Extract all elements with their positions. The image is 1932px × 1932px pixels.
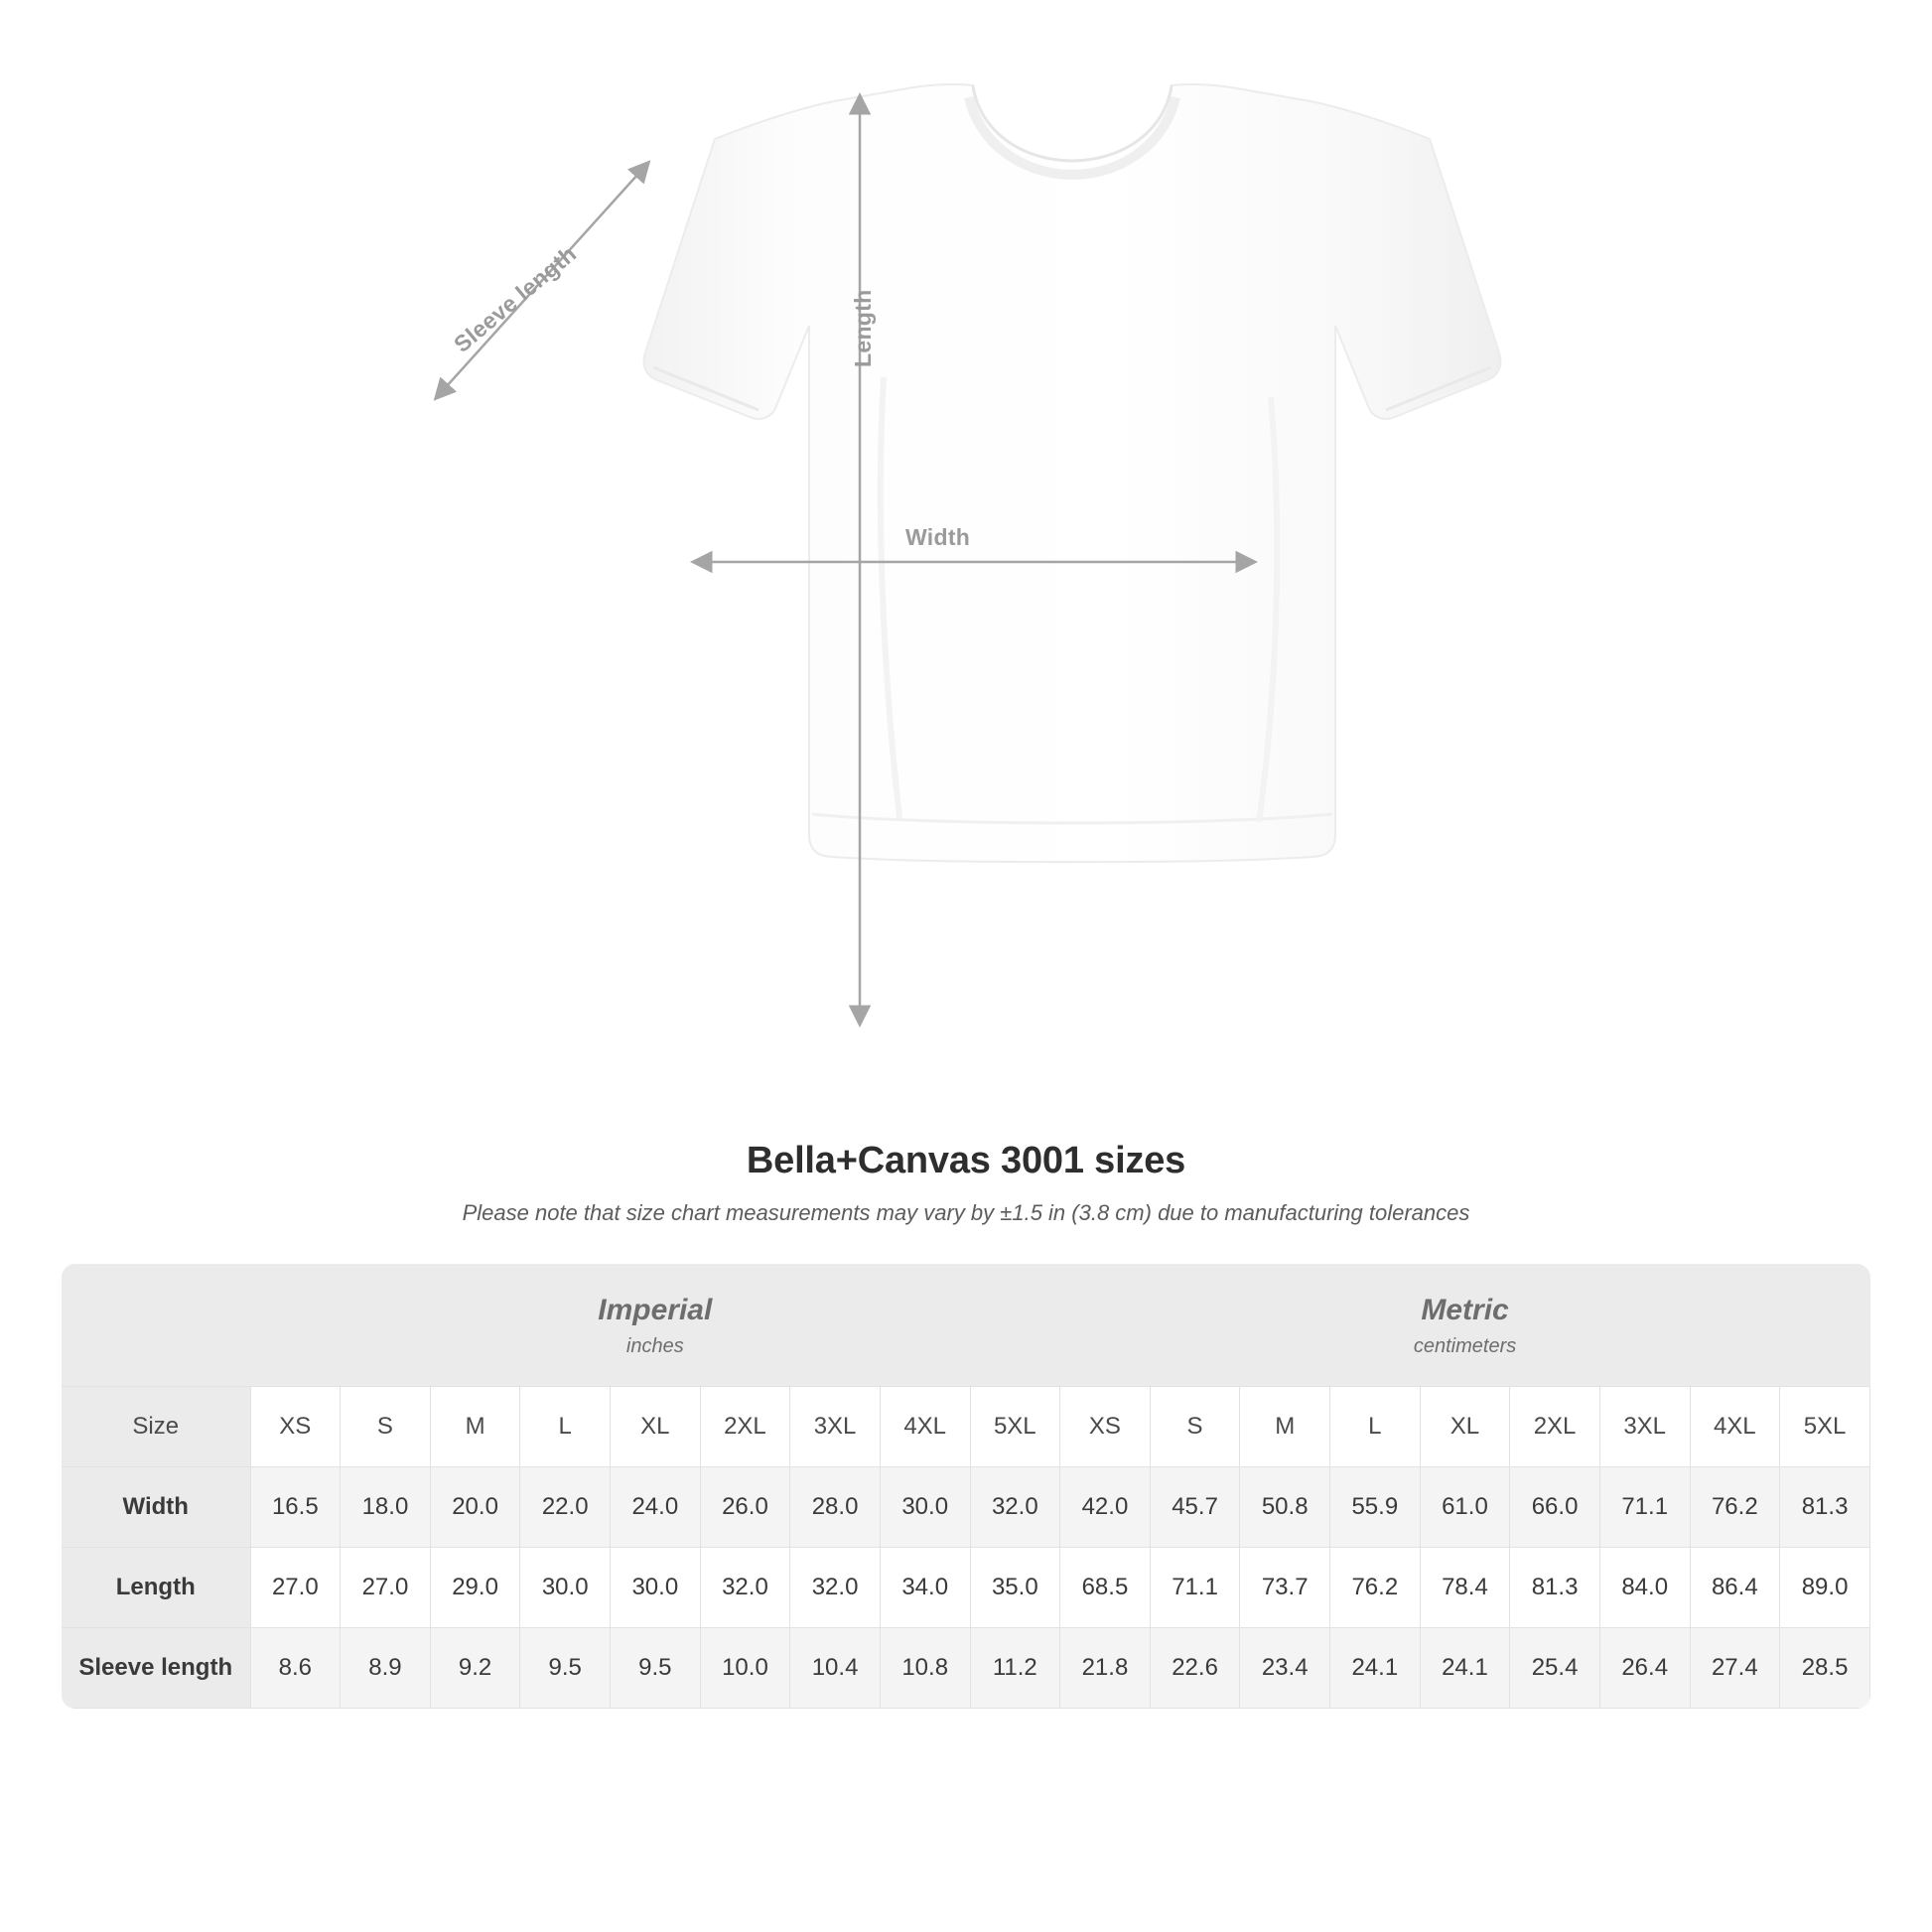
- unit-name-metric: Metric: [1421, 1294, 1509, 1326]
- column-header-imperial-3xl: 3XL: [790, 1387, 881, 1467]
- cell-length-metric-4xl: 86.4: [1690, 1548, 1780, 1628]
- page-title: Bella+Canvas 3001 sizes: [746, 1140, 1186, 1181]
- unit-name-imperial: Imperial: [598, 1294, 713, 1326]
- cell-width-imperial-2xl: 26.0: [700, 1467, 790, 1548]
- cell-sleeve-metric-s: 22.6: [1150, 1628, 1240, 1709]
- cell-sleeve-imperial-2xl: 10.0: [700, 1628, 790, 1709]
- cell-length-imperial-s: 27.0: [341, 1548, 431, 1628]
- cell-length-imperial-2xl: 32.0: [700, 1548, 790, 1628]
- cell-length-metric-2xl: 81.3: [1510, 1548, 1600, 1628]
- cell-sleeve-metric-m: 23.4: [1240, 1628, 1330, 1709]
- cell-sleeve-imperial-m: 9.2: [430, 1628, 520, 1709]
- cell-width-metric-s: 45.7: [1150, 1467, 1240, 1548]
- cell-width-metric-4xl: 76.2: [1690, 1467, 1780, 1548]
- cell-width-metric-m: 50.8: [1240, 1467, 1330, 1548]
- cell-width-imperial-l: 22.0: [520, 1467, 611, 1548]
- cell-width-metric-l: 55.9: [1330, 1467, 1421, 1548]
- table-row: [62, 1467, 1870, 1548]
- unit-header-spacer: [62, 1264, 250, 1387]
- cell-sleeve-metric-4xl: 27.4: [1690, 1628, 1780, 1709]
- table-row: [62, 1548, 1870, 1628]
- cell-length-imperial-xs: 27.0: [250, 1548, 341, 1628]
- cell-length-imperial-3xl: 32.0: [790, 1548, 881, 1628]
- cell-length-metric-xs: 68.5: [1060, 1548, 1151, 1628]
- cell-width-metric-5xl: 81.3: [1780, 1467, 1870, 1548]
- cell-sleeve-imperial-4xl: 10.8: [880, 1628, 970, 1709]
- column-header-metric-4xl: 4XL: [1690, 1387, 1780, 1467]
- cell-width-metric-2xl: 66.0: [1510, 1467, 1600, 1548]
- column-header-imperial-xs: XS: [250, 1387, 341, 1467]
- unit-header-metric: [1060, 1264, 1870, 1387]
- column-header-imperial-l: L: [520, 1387, 611, 1467]
- size-chart-table-wrapper: [62, 1264, 1870, 1709]
- column-header-imperial-s: S: [341, 1387, 431, 1467]
- cell-sleeve-imperial-l: 9.5: [520, 1628, 611, 1709]
- column-header-imperial-4xl: 4XL: [880, 1387, 970, 1467]
- column-header-metric-m: M: [1240, 1387, 1330, 1467]
- column-header-imperial-xl: XL: [611, 1387, 701, 1467]
- cell-length-metric-3xl: 84.0: [1599, 1548, 1690, 1628]
- column-header-size: Size: [62, 1387, 250, 1467]
- cell-sleeve-metric-3xl: 26.4: [1599, 1628, 1690, 1709]
- cell-length-metric-s: 71.1: [1150, 1548, 1240, 1628]
- cell-width-imperial-4xl: 30.0: [880, 1467, 970, 1548]
- cell-sleeve-metric-xs: 21.8: [1060, 1628, 1151, 1709]
- cell-sleeve-imperial-xs: 8.6: [250, 1628, 341, 1709]
- cell-sleeve-metric-5xl: 28.5: [1780, 1628, 1870, 1709]
- unit-header-row: [62, 1264, 1870, 1387]
- table-row: [62, 1628, 1870, 1709]
- row-label-width: Width: [62, 1467, 250, 1548]
- cell-width-imperial-5xl: 32.0: [970, 1467, 1060, 1548]
- unit-sub-metric: centimeters: [1413, 1335, 1517, 1357]
- cell-width-imperial-3xl: 28.0: [790, 1467, 881, 1548]
- cell-sleeve-metric-2xl: 25.4: [1510, 1628, 1600, 1709]
- cell-width-metric-3xl: 71.1: [1599, 1467, 1690, 1548]
- row-label-length: Length: [62, 1548, 250, 1628]
- column-header-imperial-m: M: [430, 1387, 520, 1467]
- cell-sleeve-imperial-s: 8.9: [341, 1628, 431, 1709]
- cell-sleeve-imperial-5xl: 11.2: [970, 1628, 1060, 1709]
- column-header-metric-xs: XS: [1060, 1387, 1151, 1467]
- cell-sleeve-imperial-xl: 9.5: [611, 1628, 701, 1709]
- label-sleeve-length: Sleeve length: [449, 240, 582, 357]
- unit-sub-imperial: inches: [625, 1335, 684, 1357]
- cell-width-imperial-s: 18.0: [341, 1467, 431, 1548]
- column-header-metric-xl: XL: [1420, 1387, 1510, 1467]
- cell-length-metric-5xl: 89.0: [1780, 1548, 1870, 1628]
- cell-width-imperial-m: 20.0: [430, 1467, 520, 1548]
- unit-header-imperial: [250, 1264, 1060, 1387]
- column-header-metric-3xl: 3XL: [1599, 1387, 1690, 1467]
- cell-width-imperial-xl: 24.0: [611, 1467, 701, 1548]
- cell-length-imperial-4xl: 34.0: [880, 1548, 970, 1628]
- label-length: Length: [850, 289, 876, 367]
- column-header-imperial-5xl: 5XL: [970, 1387, 1060, 1467]
- cell-length-imperial-m: 29.0: [430, 1548, 520, 1628]
- cell-sleeve-imperial-3xl: 10.4: [790, 1628, 881, 1709]
- cell-width-metric-xs: 42.0: [1060, 1467, 1151, 1548]
- cell-length-metric-m: 73.7: [1240, 1548, 1330, 1628]
- column-header-imperial-2xl: 2XL: [700, 1387, 790, 1467]
- cell-width-imperial-xs: 16.5: [250, 1467, 341, 1548]
- column-header-metric-2xl: 2XL: [1510, 1387, 1600, 1467]
- size-header-row: [62, 1387, 1870, 1467]
- cell-length-metric-l: 76.2: [1330, 1548, 1421, 1628]
- tolerance-note: Please note that size chart measurements may vary by ±1.5 in (3.8 cm) due to manufacturing tolerances: [462, 1200, 1470, 1225]
- cell-length-imperial-5xl: 35.0: [970, 1548, 1060, 1628]
- size-chart-table: [62, 1264, 1870, 1709]
- cell-sleeve-metric-l: 24.1: [1330, 1628, 1421, 1709]
- column-header-metric-5xl: 5XL: [1780, 1387, 1870, 1467]
- title-block: [0, 1140, 1932, 1226]
- cell-sleeve-metric-xl: 24.1: [1420, 1628, 1510, 1709]
- row-label-sleeve-length: Sleeve length: [62, 1628, 250, 1709]
- cell-width-metric-xl: 61.0: [1420, 1467, 1510, 1548]
- label-width: Width: [905, 524, 971, 550]
- cell-length-imperial-xl: 30.0: [611, 1548, 701, 1628]
- column-header-metric-s: S: [1150, 1387, 1240, 1467]
- column-header-metric-l: L: [1330, 1387, 1421, 1467]
- cell-length-metric-xl: 78.4: [1420, 1548, 1510, 1628]
- cell-length-imperial-l: 30.0: [520, 1548, 611, 1628]
